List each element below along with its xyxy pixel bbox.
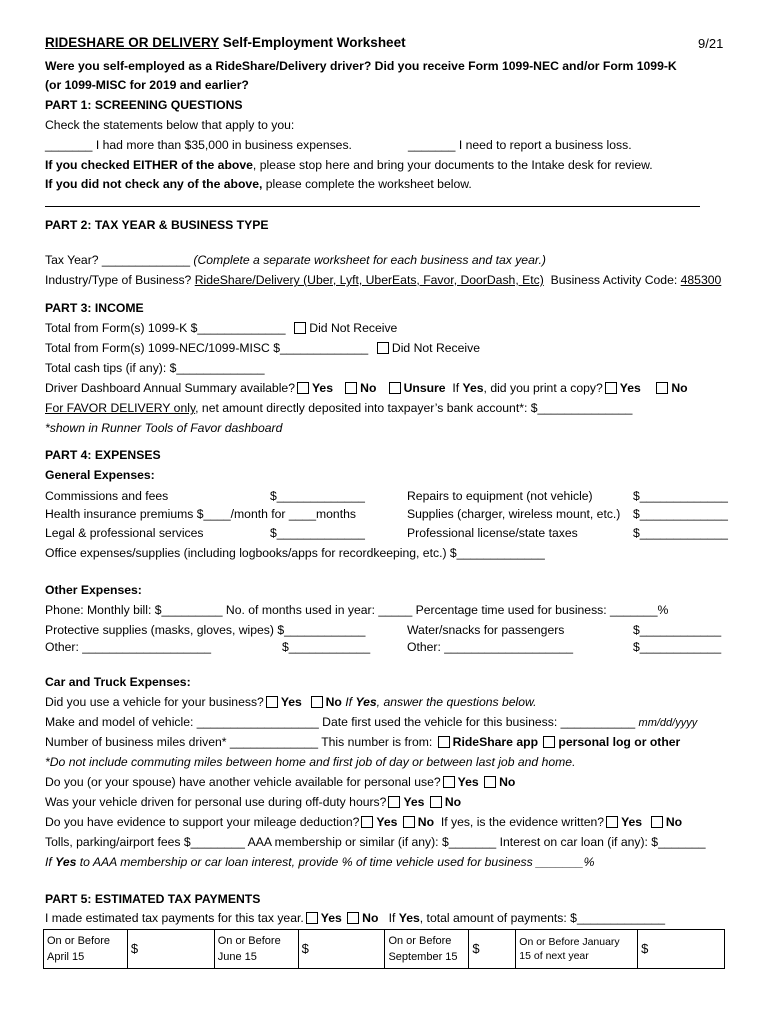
phone-expense-field[interactable]: Phone: Monthly bill: $_________ No. of months used in year: _____ Percentage time used for business: _______% [45, 603, 669, 617]
off-duty-question: Was your vehicle driven for personal use during off-duty hours? Yes No [45, 795, 462, 809]
vehicle-yes-checkbox[interactable] [266, 696, 278, 708]
legal-label: Legal & professional services [45, 526, 204, 540]
office-expenses-field[interactable]: Office expenses/supplies (including logbooks/apps for recordkeeping, etc.) $_____________ [45, 546, 545, 560]
favor-note: *shown in Runner Tools of Favor dashboard [45, 421, 283, 435]
part5-heading: PART 5: ESTIMATED TAX PAYMENTS [45, 892, 261, 906]
table-row [44, 930, 725, 969]
legal-field[interactable]: $_____________ [270, 526, 365, 540]
supplies-label: Supplies (charger, wireless mount, etc.) [407, 507, 621, 521]
form-1099k-field[interactable]: Total from Form(s) 1099-K $_____________ Did Not Receive [45, 321, 398, 335]
health-insurance-field[interactable]: Health insurance premiums $____/month for ____months [45, 507, 356, 521]
payment-amount-september[interactable]: $ [469, 930, 516, 969]
page-title: RIDESHARE OR DELIVERY Self-Employment Worksheet [45, 35, 406, 50]
water-snacks-field[interactable]: $____________ [633, 623, 722, 637]
cash-tips-field[interactable]: Total cash tips (if any): $_____________ [45, 361, 265, 375]
personal-log-checkbox[interactable] [543, 736, 555, 748]
off-duty-yes-checkbox[interactable] [388, 796, 400, 808]
rideshare-app-checkbox[interactable] [438, 736, 450, 748]
payment-amount-june[interactable]: $ [298, 930, 385, 969]
supplies-field[interactable]: $_____________ [633, 507, 728, 521]
written-no-checkbox[interactable] [651, 816, 663, 828]
other-expense-right-amount[interactable]: $____________ [633, 640, 722, 654]
repairs-field[interactable]: $_____________ [633, 489, 728, 503]
repairs-label: Repairs to equipment (not vehicle) [407, 489, 593, 503]
printed-copy-no-checkbox[interactable] [656, 382, 668, 394]
tax-year-field[interactable]: Tax Year? _____________ (Complete a separate worksheet for each business and tax year.) [45, 253, 546, 267]
vehicle-use-question: Did you use a vehicle for your business? Yes No If Yes, answer the questions below. [45, 695, 537, 709]
screening-either-note: If you checked EITHER of the above, please stop here and bring your documents to the Intake desk for review. [45, 158, 653, 172]
industry-line: Industry/Type of Business? RideShare/Delivery (Uber, Lyft, UberEats, Favor, DoorDash, Etc) Business Activity Code: 485300 [45, 273, 722, 287]
intro-line-2: (or 1099-MISC for 2019 and earlier? [45, 78, 249, 92]
dashboard-yes-checkbox[interactable] [297, 382, 309, 394]
business-miles-field[interactable]: Number of business miles driven* _____________ This number is from: RideShare app personal log or other [45, 735, 681, 749]
dashboard-unsure-checkbox[interactable] [389, 382, 401, 394]
commute-note: *Do not include commuting miles between home and first job of day or between last job and home. [45, 755, 576, 769]
estimated-no-checkbox[interactable] [347, 912, 359, 924]
part1-instruction: Check the statements below that apply to you: [45, 118, 295, 132]
license-field[interactable]: $_____________ [633, 526, 728, 540]
commissions-field[interactable]: $_____________ [270, 489, 365, 503]
part2-heading: PART 2: TAX YEAR & BUSINESS TYPE [45, 218, 269, 232]
mileage-evidence-question: Do you have evidence to support your mileage deduction? Yes No If yes, is the evidence written? Yes No [45, 815, 683, 829]
screening-none-note: If you did not check any of the above, please complete the worksheet below. [45, 177, 472, 191]
other-expense-right-field[interactable]: Other: ___________________ [407, 640, 574, 654]
vehicle-make-field[interactable]: Make and model of vehicle: __________________ Date first used the vehicle for this business: ___________ mm/dd/yyyy [45, 715, 698, 729]
did-not-receive-1099k-checkbox[interactable] [294, 322, 306, 334]
screening-statement-1[interactable]: _______ I had more than $35,000 in business expenses. [45, 138, 352, 152]
favor-deposit-field[interactable]: For FAVOR DELIVERY only, net amount directly deposited into taxpayer’s bank account*: $______________ [45, 401, 633, 415]
payment-period-april: On or Before April 15 [44, 930, 128, 969]
payment-period-september: On or Before September 15 [385, 930, 469, 969]
water-snacks-label: Water/snacks for passengers [407, 623, 565, 637]
estimated-yes-checkbox[interactable] [306, 912, 318, 924]
another-vehicle-question: Do you (or your spouse) have another vehicle available for personal use? Yes No [45, 775, 516, 789]
estimated-payments-question: I made estimated tax payments for this tax year. Yes No If Yes, total amount of payments: $_____________ [45, 911, 666, 925]
did-not-receive-1099nec-checkbox[interactable] [377, 342, 389, 354]
printed-copy-yes-checkbox[interactable] [605, 382, 617, 394]
another-vehicle-yes-checkbox[interactable] [443, 776, 455, 788]
vehicle-no-checkbox[interactable] [311, 696, 323, 708]
section-divider [45, 206, 700, 207]
payment-period-june: On or Before June 15 [214, 930, 298, 969]
screening-statement-2[interactable]: _______ I need to report a business loss. [408, 138, 632, 152]
commissions-label: Commissions and fees [45, 489, 169, 503]
general-expenses-heading: General Expenses: [45, 468, 155, 482]
part3-heading: PART 3: INCOME [45, 301, 144, 315]
other-expense-left-field[interactable]: Other: ___________________ [45, 640, 212, 654]
protective-supplies-field[interactable]: Protective supplies (masks, gloves, wipes) $____________ [45, 623, 366, 637]
business-use-percent-field[interactable]: If Yes to AAA membership or car loan interest, provide % of time vehicle used for business _______% [45, 855, 595, 869]
written-yes-checkbox[interactable] [606, 816, 618, 828]
part1-heading: PART 1: SCREENING QUESTIONS [45, 98, 243, 112]
part4-heading: PART 4: EXPENSES [45, 448, 161, 462]
other-expenses-heading: Other Expenses: [45, 583, 142, 597]
another-vehicle-no-checkbox[interactable] [484, 776, 496, 788]
off-duty-no-checkbox[interactable] [430, 796, 442, 808]
intro-line-1: Were you self-employed as a RideShare/Delivery driver? Did you receive Form 1099-NEC and/or Form 1099-K [45, 59, 677, 73]
payment-amount-january[interactable]: $ [638, 930, 725, 969]
payment-period-january: On or Before January 15 of next year [516, 930, 638, 969]
evidence-no-checkbox[interactable] [403, 816, 415, 828]
payment-amount-april[interactable]: $ [127, 930, 214, 969]
car-truck-heading: Car and Truck Expenses: [45, 675, 191, 689]
dashboard-no-checkbox[interactable] [345, 382, 357, 394]
estimated-payments-table [43, 929, 725, 969]
form-1099nec-field[interactable]: Total from Form(s) 1099-NEC/1099-MISC $_____________ Did Not Receive [45, 341, 480, 355]
license-label: Professional license/state taxes [407, 526, 578, 540]
tolls-aaa-interest-field[interactable]: Tolls, parking/airport fees $________ AAA membership or similar (if any): $_______ Interest on car loan (if any): $_______ [45, 835, 706, 849]
revision-date: 9/21 [698, 36, 724, 51]
other-expense-left-amount[interactable]: $____________ [282, 640, 371, 654]
evidence-yes-checkbox[interactable] [361, 816, 373, 828]
dashboard-summary-question: Driver Dashboard Annual Summary available? Yes No Unsure If Yes, did you print a copy? Yes No [45, 381, 688, 395]
